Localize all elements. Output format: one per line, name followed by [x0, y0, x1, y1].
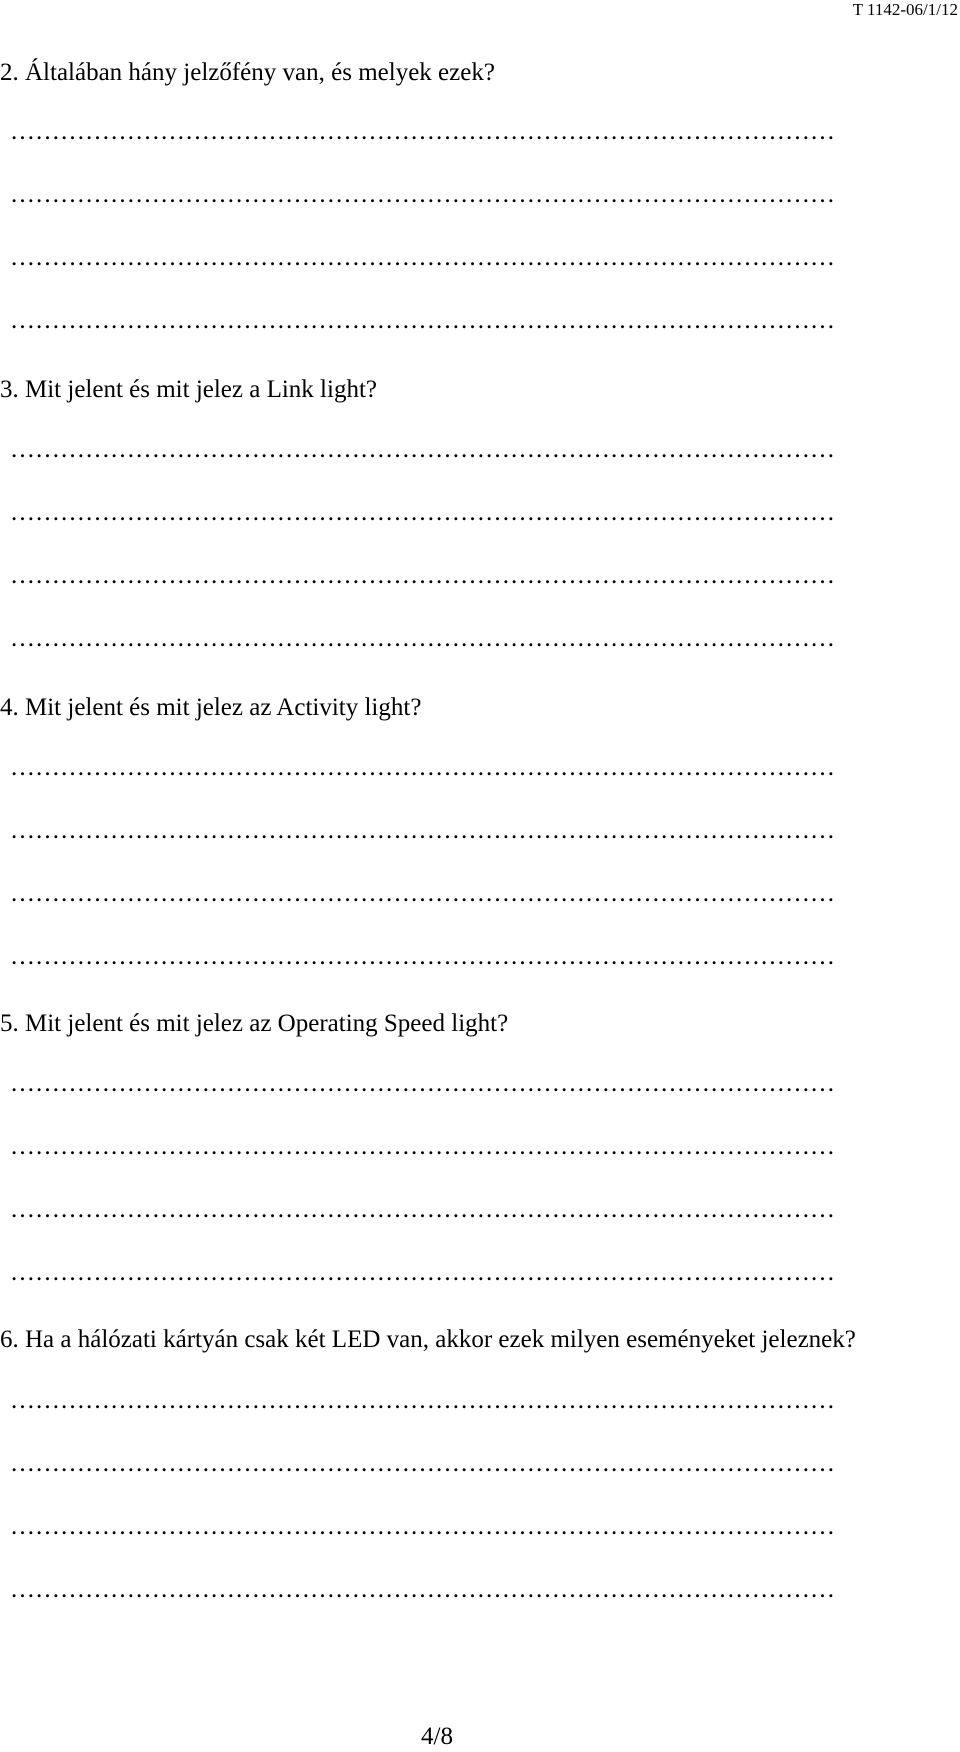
answer-line: ……………………………………………………………………………………… — [10, 1576, 835, 1603]
answer-line: ……………………………………………………………………………………… — [10, 1196, 835, 1223]
answer-line: ……………………………………………………………………………………… — [10, 181, 835, 208]
answer-line: ……………………………………………………………………………………… — [10, 754, 835, 781]
answer-line: ……………………………………………………………………………………… — [10, 943, 835, 970]
answer-line: ……………………………………………………………………………………… — [10, 625, 835, 652]
answer-line: ……………………………………………………………………………………… — [10, 499, 835, 526]
answer-line: ……………………………………………………………………………………… — [10, 1387, 835, 1414]
answer-line: ……………………………………………………………………………………… — [10, 562, 835, 589]
answer-line: ……………………………………………………………………………………… — [10, 1513, 835, 1540]
document-code: T 1142-06/1/12 — [852, 0, 958, 19]
question-6: 6. Ha a hálózati kártyán csak két LED van, akkor ezek milyen eseményeket jeleznek? — [0, 1326, 856, 1353]
question-4: 4. Mit jelent és mit jelez az Activity light? — [0, 694, 422, 721]
question-5: 5. Mit jelent és mit jelez az Operating Speed light? — [0, 1010, 509, 1037]
answer-line: ……………………………………………………………………………………… — [10, 817, 835, 844]
page-number: 4/8 — [421, 1723, 453, 1750]
answer-line: ……………………………………………………………………………………… — [10, 1259, 835, 1286]
answer-line: ……………………………………………………………………………………… — [10, 307, 835, 334]
question-3: 3. Mit jelent és mit jelez a Link light? — [0, 376, 377, 403]
answer-line: ……………………………………………………………………………………… — [10, 118, 835, 145]
answer-line: ……………………………………………………………………………………… — [10, 1450, 835, 1477]
question-2: 2. Általában hány jelzőfény van, és melyek ezek? — [0, 59, 495, 86]
answer-line: ……………………………………………………………………………………… — [10, 880, 835, 907]
answer-line: ……………………………………………………………………………………… — [10, 1070, 835, 1097]
answer-line: ……………………………………………………………………………………… — [10, 244, 835, 271]
answer-line: ……………………………………………………………………………………… — [10, 1133, 835, 1160]
answer-line: ……………………………………………………………………………………… — [10, 436, 835, 463]
